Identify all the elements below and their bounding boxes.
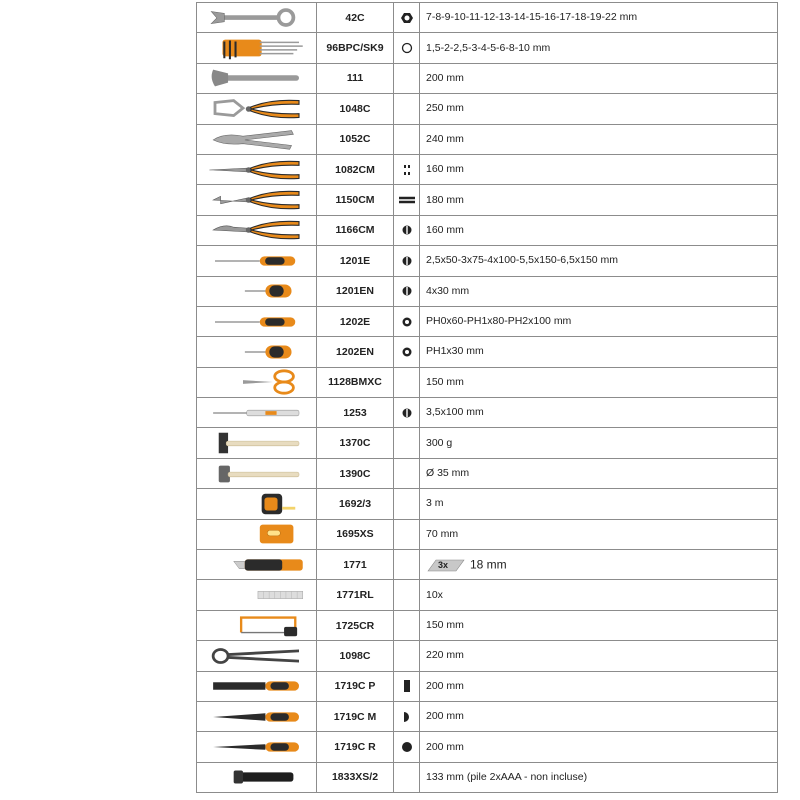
spec-text: 70 mm	[426, 527, 459, 540]
product-code: 1833XS/2	[317, 762, 394, 792]
flat-file-icon	[202, 672, 312, 700]
spec-text: 1,5-2-2,5-3-4-5-6-8-10 mm	[426, 41, 551, 54]
stubby-slotted-screwdriver-icon	[202, 277, 312, 305]
spec-cell	[420, 428, 778, 458]
spec-text: 180 mm	[426, 193, 464, 206]
symbol-cell	[394, 458, 420, 488]
tool-image-cell	[197, 641, 317, 671]
spec-text: 220 mm	[426, 649, 464, 662]
spec-cell	[420, 580, 778, 610]
spec-text: 3 m	[426, 497, 444, 510]
phillips-icon	[398, 345, 416, 359]
flat-jaw-icon	[398, 193, 416, 207]
symbol-cell	[394, 550, 420, 580]
table-row	[197, 458, 778, 488]
spec-cell	[420, 306, 778, 336]
product-code: 1771	[317, 550, 394, 580]
spec-text: 240 mm	[426, 132, 464, 145]
table-row	[197, 185, 778, 215]
slotted-icon	[398, 284, 416, 298]
tool-image-cell	[197, 550, 317, 580]
spec-text: 7-8-9-10-11-12-13-14-15-16-17-18-19-22 mm	[426, 11, 638, 24]
symbol-cell	[394, 276, 420, 306]
tool-image-cell	[197, 276, 317, 306]
spare-blades-icon	[202, 581, 312, 609]
spec-text: 18 mm	[470, 557, 507, 572]
flat-section-icon	[398, 679, 416, 693]
hammer-icon	[202, 429, 312, 457]
tool-image-cell	[197, 367, 317, 397]
spec-cell	[420, 185, 778, 215]
water-pump-pliers-icon	[202, 95, 312, 123]
product-code: 1719C M	[317, 701, 394, 731]
product-code: 1082CM	[317, 154, 394, 184]
half-round-file-icon	[202, 703, 312, 731]
tool-image-cell	[197, 519, 317, 549]
symbol-cell	[394, 306, 420, 336]
symbol-cell	[394, 94, 420, 124]
spec-cell	[420, 671, 778, 701]
tape-measure-icon	[202, 490, 312, 518]
spec-text: 160 mm	[426, 163, 464, 176]
flashlight-icon	[202, 763, 312, 791]
phillips-screwdriver-icon	[202, 308, 312, 336]
symbol-cell	[394, 3, 420, 33]
round-section-icon	[398, 740, 416, 754]
tool-image-cell	[197, 610, 317, 640]
symbol-cell	[394, 63, 420, 93]
combination-wrench-icon	[202, 4, 312, 32]
table-row	[197, 276, 778, 306]
tool-image-cell	[197, 124, 317, 154]
tool-image-cell	[197, 33, 317, 63]
table-row	[197, 3, 778, 33]
table-row	[197, 63, 778, 93]
spec-text: PH0x60-PH1x80-PH2x100 mm	[426, 315, 572, 328]
half-round-section-icon	[398, 710, 416, 724]
spec-cell	[420, 701, 778, 731]
table-row	[197, 580, 778, 610]
hacksaw-icon	[202, 612, 312, 640]
product-code: 96BPC/SK9	[317, 33, 394, 63]
table-row	[197, 124, 778, 154]
symbol-cell	[394, 185, 420, 215]
spec-text: PH1x30 mm	[426, 345, 484, 358]
tool-list-table	[196, 2, 778, 793]
spec-cell	[420, 367, 778, 397]
symbol-cell	[394, 641, 420, 671]
product-code: 1370C	[317, 428, 394, 458]
product-code: 1166CM	[317, 215, 394, 245]
product-code: 1048C	[317, 94, 394, 124]
symbol-cell	[394, 337, 420, 367]
round-file-icon	[202, 733, 312, 761]
tool-image-cell	[197, 154, 317, 184]
tool-image-cell	[197, 762, 317, 792]
locking-pliers-icon	[202, 125, 312, 153]
spec-text: 200 mm	[426, 679, 464, 692]
cutter-tip-icon	[398, 163, 416, 177]
tool-image-cell	[197, 580, 317, 610]
symbol-cell	[394, 519, 420, 549]
table-row	[197, 215, 778, 245]
spec-cell	[420, 94, 778, 124]
table-row	[197, 367, 778, 397]
spec-cell	[420, 458, 778, 488]
slotted-screwdriver-icon	[202, 247, 312, 275]
slotted-icon	[398, 254, 416, 268]
product-code: 1128BMXC	[317, 367, 394, 397]
tool-image-cell	[197, 94, 317, 124]
symbol-cell	[394, 489, 420, 519]
hex-nut-icon	[398, 11, 416, 25]
product-code: 1202E	[317, 306, 394, 336]
blade-pack-label: 3x	[438, 559, 449, 570]
spec-cell	[420, 550, 778, 580]
spec-cell	[420, 246, 778, 276]
symbol-cell	[394, 732, 420, 762]
spec-cell	[420, 215, 778, 245]
product-code: 1692/3	[317, 489, 394, 519]
combination-pliers-icon	[202, 186, 312, 214]
product-code: 42C	[317, 3, 394, 33]
symbol-cell	[394, 215, 420, 245]
spec-cell	[420, 398, 778, 428]
table-row	[197, 762, 778, 792]
mallet-icon	[202, 460, 312, 488]
product-code: 1719C P	[317, 671, 394, 701]
product-code: 1098C	[317, 641, 394, 671]
spec-cell	[420, 63, 778, 93]
table-row	[197, 33, 778, 63]
symbol-cell	[394, 124, 420, 154]
tool-image-cell	[197, 337, 317, 367]
product-code: 1390C	[317, 458, 394, 488]
slotted-icon	[398, 223, 416, 237]
spec-text: 4x30 mm	[426, 284, 470, 297]
symbol-cell	[394, 428, 420, 458]
tool-image-cell	[197, 3, 317, 33]
spec-cell	[420, 762, 778, 792]
table-row	[197, 641, 778, 671]
spec-text: 200 mm	[426, 71, 464, 84]
tool-image-cell	[197, 63, 317, 93]
spec-text: 3,5x100 mm	[426, 406, 484, 419]
spec-text: 300 g	[426, 436, 453, 449]
torpedo-level-icon	[202, 520, 312, 548]
product-code: 1695XS	[317, 519, 394, 549]
symbol-cell	[394, 610, 420, 640]
voltage-tester-icon	[202, 399, 312, 427]
spec-text: 150 mm	[426, 619, 464, 631]
symbol-cell	[394, 154, 420, 184]
table-row	[197, 94, 778, 124]
scissors-icon	[202, 368, 312, 396]
spec-cell	[420, 732, 778, 762]
symbol-cell	[394, 701, 420, 731]
tool-image-cell	[197, 458, 317, 488]
table-row	[197, 550, 778, 580]
table-row	[197, 732, 778, 762]
tool-image-cell	[197, 428, 317, 458]
spec-cell	[420, 33, 778, 63]
spec-cell	[420, 489, 778, 519]
tool-image-cell	[197, 185, 317, 215]
utility-knife-icon	[202, 551, 312, 579]
spec-text: 200 mm	[426, 740, 464, 753]
product-code: 1771RL	[317, 580, 394, 610]
spec-cell	[420, 519, 778, 549]
product-code: 1202EN	[317, 337, 394, 367]
table-row	[197, 519, 778, 549]
symbol-cell	[394, 33, 420, 63]
product-code: 1725CR	[317, 610, 394, 640]
phillips-icon	[398, 315, 416, 329]
table-row	[197, 306, 778, 336]
spec-cell	[420, 3, 778, 33]
spec-text: 250 mm	[426, 102, 464, 115]
tool-image-cell	[197, 398, 317, 428]
table-row	[197, 154, 778, 184]
spec-cell	[420, 154, 778, 184]
table-row	[197, 428, 778, 458]
table-row	[197, 246, 778, 276]
spec-text: 160 mm	[426, 223, 464, 236]
symbol-cell	[394, 762, 420, 792]
table-row	[197, 701, 778, 731]
tool-image-cell	[197, 489, 317, 519]
symbol-cell	[394, 398, 420, 428]
hex-key-set-icon	[202, 34, 312, 62]
product-code: 1201E	[317, 246, 394, 276]
product-code: 111	[317, 63, 394, 93]
diagonal-cutter-icon	[202, 216, 312, 244]
spec-text: 200 mm	[426, 710, 464, 723]
spec-cell	[420, 610, 778, 640]
symbol-cell	[394, 580, 420, 610]
table-row	[197, 489, 778, 519]
tool-image-cell	[197, 246, 317, 276]
tool-image-cell	[197, 306, 317, 336]
spec-text: 2,5x50-3x75-4x100-5,5x150-6,5x150 mm	[426, 254, 619, 267]
product-code: 1253	[317, 398, 394, 428]
tool-image-cell	[197, 671, 317, 701]
tool-image-cell	[197, 732, 317, 762]
product-code: 1150CM	[317, 185, 394, 215]
table-row	[197, 610, 778, 640]
spec-cell	[420, 276, 778, 306]
tool-image-cell	[197, 701, 317, 731]
spec-text: 150 mm	[426, 375, 464, 388]
stubby-phillips-screwdriver-icon	[202, 338, 312, 366]
end-cutting-pincers-icon	[202, 642, 312, 670]
spec-cell	[420, 337, 778, 367]
spec-cell	[420, 124, 778, 154]
spec-cell	[420, 641, 778, 671]
blade-pack-badge	[426, 558, 466, 572]
table-row	[197, 398, 778, 428]
table-row	[197, 671, 778, 701]
symbol-cell	[394, 367, 420, 397]
long-nose-pliers-icon	[202, 156, 312, 184]
slotted-icon	[398, 406, 416, 420]
symbol-cell	[394, 671, 420, 701]
adjustable-wrench-icon	[202, 64, 312, 92]
ball-hex-icon	[398, 41, 416, 55]
tool-image-cell	[197, 215, 317, 245]
spec-text: Ø 35 mm	[426, 467, 470, 480]
symbol-cell	[394, 246, 420, 276]
spec-text: 10x	[426, 588, 443, 601]
product-code: 1201EN	[317, 276, 394, 306]
spec-text: 133 mm (pile 2xAAA - non incluse)	[426, 770, 588, 783]
product-code: 1052C	[317, 124, 394, 154]
table-row	[197, 337, 778, 367]
product-code: 1719C R	[317, 732, 394, 762]
